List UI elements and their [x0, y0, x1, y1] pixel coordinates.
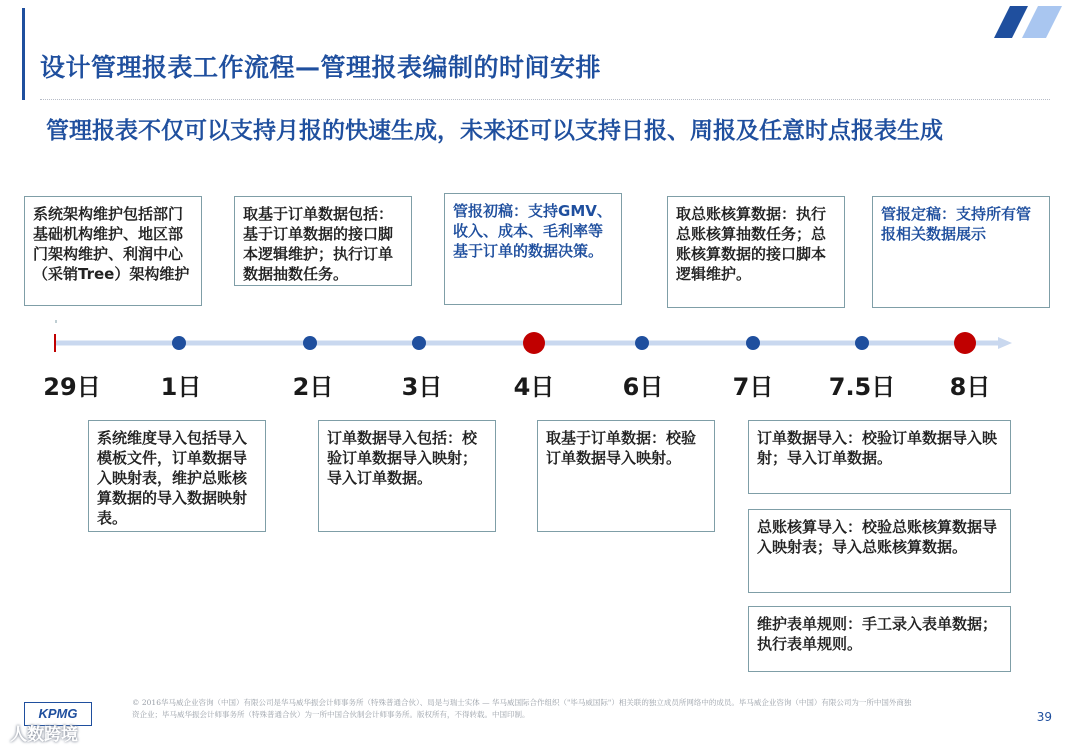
watermark-text: 人数跨境 — [10, 725, 78, 745]
day-label-2: 2日 — [292, 373, 334, 401]
timeline-node-3 — [412, 336, 426, 350]
timeline-milestone-4 — [523, 332, 545, 354]
kpmg-logo: KPMG — [24, 702, 92, 726]
bottom-box-order-import-1: 订单数据导入包括：校验订单数据导入映射；导入订单数据。 — [318, 420, 496, 532]
page-subtitle: 管理报表不仅可以支持月报的快速生成，未来还可以支持日报、周报及任意时点报表生成 — [46, 118, 943, 144]
page-title: 设计管理报表工作流程—管理报表编制的时间安排 — [40, 53, 602, 82]
bottom-box-order-validate: 取基于订单数据：校验订单数据导入映射。 — [537, 420, 715, 532]
corner-stripes-logo — [984, 6, 1062, 38]
bottom-box-gl-import: 总账核算导入：校验总账核算数据导入映射表；导入总账核算数据。 — [748, 509, 1011, 593]
timeline — [0, 320, 1080, 370]
timeline-node-7-5 — [855, 336, 869, 350]
top-box-draft-report: 管报初稿：支持GMV、收入、成本、毛利率等基于订单的数据决策。 — [444, 193, 622, 305]
day-label-4: 4日 — [513, 373, 555, 401]
day-label-7: 7日 — [732, 373, 774, 401]
timeline-node-1 — [172, 336, 186, 350]
title-divider — [40, 99, 1050, 100]
bottom-box-order-import-2: 订单数据导入：校验订单数据导入映射；导入订单数据。 — [748, 420, 1011, 494]
page-number: 39 — [1036, 710, 1052, 724]
day-label-8: 8日 — [949, 373, 991, 401]
top-box-system-architecture: 系统架构维护包括部门基础机构维护、地区部门架构维护、利润中心（采销Tree）架构维护 — [24, 196, 202, 306]
timeline-arrow-icon — [998, 337, 1012, 349]
footer-copyright: © 2016华马威企业咨询（中国）有限公司是华马威华振会计师事务所（特殊普通合伙）、局是与瑞士实体 — 华马威国际合作组织（"毕马威国际"）相关联的独立成员所网络中的成员。毕马威企业咨询（中国）有限公司为一所中国外商独资企业；毕马威华振会计师事务所（特殊普通合伙）为一所中国合伙制会计师事务所。版权所有，不得转载。中国印制。 — [132, 698, 912, 719]
day-label-29: 29日 — [43, 373, 101, 401]
bottom-box-form-rules: 维护表单规则：手工录入表单数据；执行表单规则。 — [748, 606, 1011, 672]
timeline-node-6 — [635, 336, 649, 350]
day-label-1: 1日 — [160, 373, 202, 401]
top-box-order-data-extract: 取基于订单数据包括：基于订单数据的接口脚本逻辑维护；执行订单数据抽数任务。 — [234, 196, 412, 286]
top-box-final-report: 管报定稿：支持所有管报相关数据展示 — [872, 196, 1050, 308]
day-label-6: 6日 — [622, 373, 664, 401]
header-accent-bar — [22, 8, 25, 100]
day-label-7-5: 7.5日 — [828, 373, 896, 401]
day-label-3: 3日 — [401, 373, 443, 401]
timeline-milestone-8 — [954, 332, 976, 354]
timeline-node-2 — [303, 336, 317, 350]
bottom-box-dimension-import: 系统维度导入包括导入模板文件，订单数据导入映射表，维护总账核算数据的导入数据映射表。 — [88, 420, 266, 532]
top-box-gl-data-extract: 取总账核算数据：执行总账核算抽数任务；总账核算数据的接口脚本逻辑维护。 — [667, 196, 845, 308]
timeline-node-7 — [746, 336, 760, 350]
